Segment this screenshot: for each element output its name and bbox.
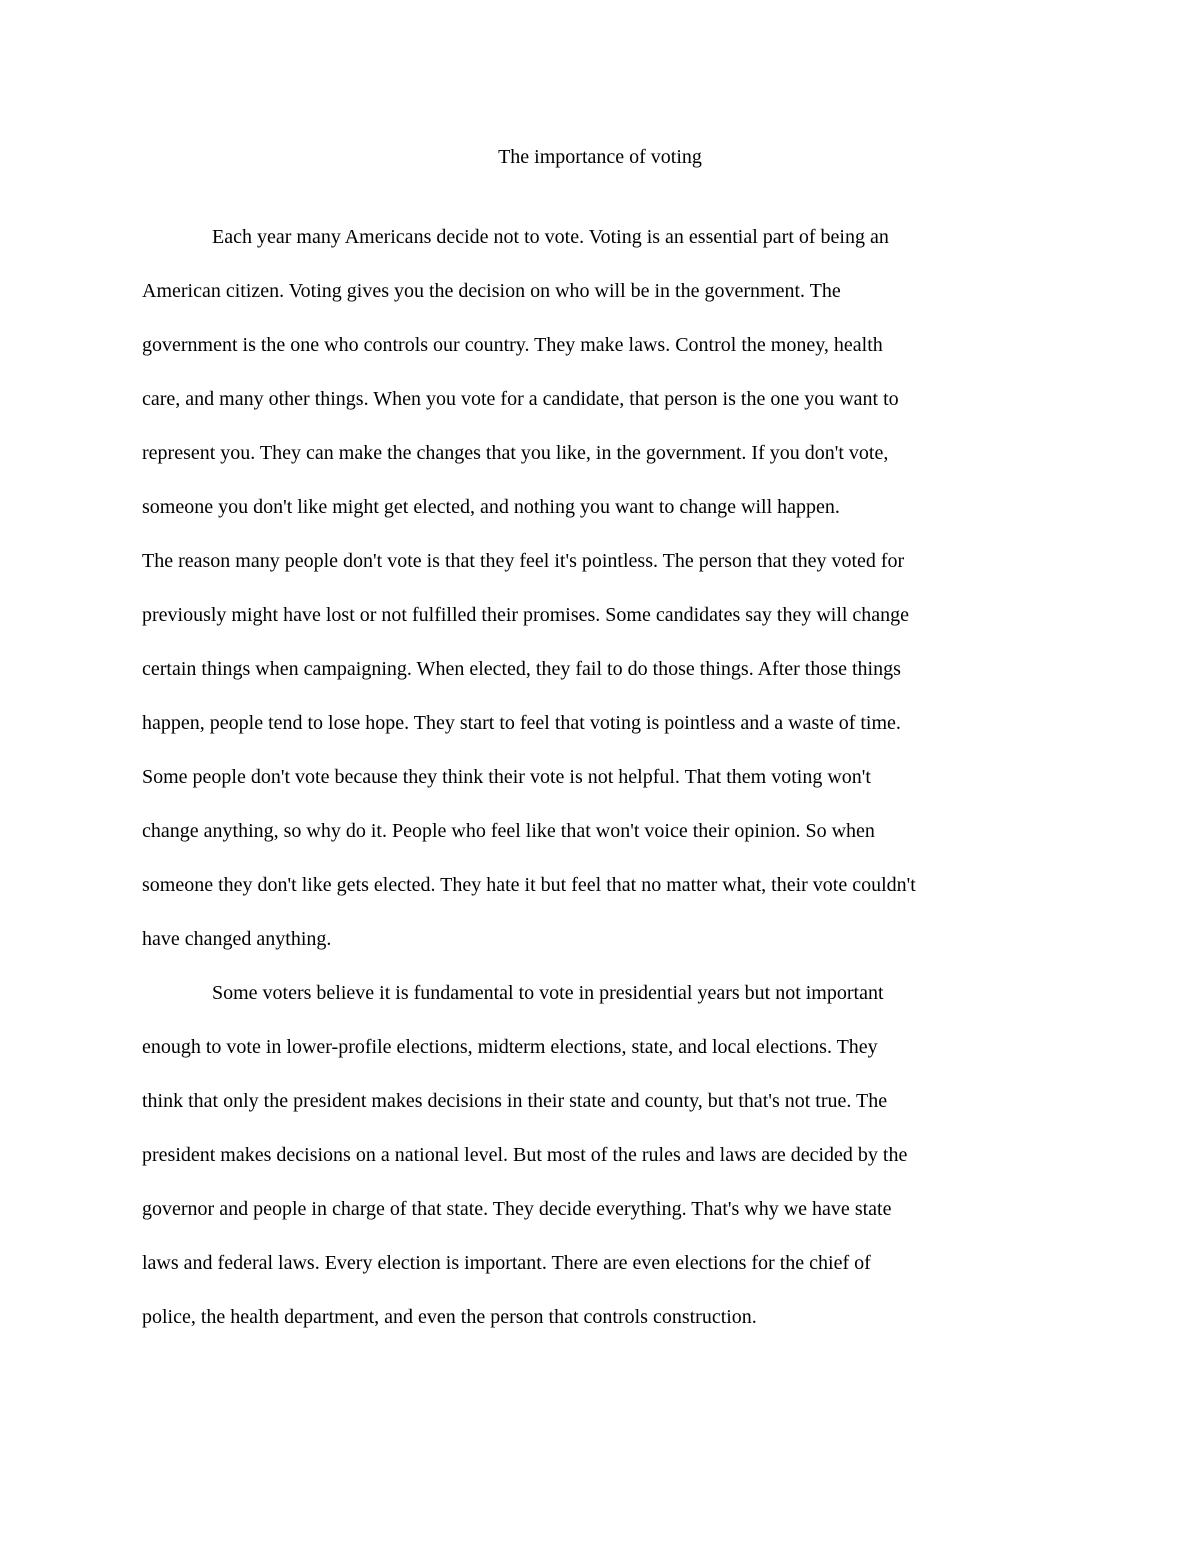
paragraph-3-line-5: governor and people in charge of that state. They decide everything. That's why we have state: [142, 1198, 892, 1220]
paragraph-3-line-4: president makes decisions on a national level. But most of the rules and laws are decided by the: [142, 1144, 908, 1166]
paragraph-3-line-6: laws and federal laws. Every election is important. There are even elections for the chief of: [142, 1252, 871, 1274]
document-title: The importance of voting: [498, 146, 702, 168]
paragraph-1-line-5: represent you. They can make the changes that you like, in the government. If you don't vote,: [142, 442, 889, 464]
paragraph-2-line-2: previously might have lost or not fulfilled their promises. Some candidates say they will change: [142, 604, 910, 626]
paragraph-1-line-2: American citizen. Voting gives you the decision on who will be in the government. The: [142, 280, 841, 302]
paragraph-2-line-7: someone they don't like gets elected. They hate it but feel that no matter what, their vote couldn't: [142, 874, 916, 896]
paragraph-3-line-7: police, the health department, and even the person that controls construction.: [142, 1306, 757, 1328]
paragraph-3-line-3: think that only the president makes decisions in their state and county, but that's not true. The: [142, 1090, 888, 1112]
paragraph-2-line-8: have changed anything.: [142, 928, 332, 950]
paragraph-2-line-4: happen, people tend to lose hope. They start to feel that voting is pointless and a waste of time.: [142, 712, 901, 734]
paragraph-1-line-3: government is the one who controls our country. They make laws. Control the money, health: [142, 334, 883, 356]
paragraph-1-line-1: Each year many Americans decide not to vote. Voting is an essential part of being an: [212, 226, 889, 248]
paragraph-3-line-1: Some voters believe it is fundamental to vote in presidential years but not important: [212, 982, 884, 1004]
paragraph-2-line-6: change anything, so why do it. People who feel like that won't voice their opinion. So when: [142, 820, 875, 842]
paragraph-2-line-5: Some people don't vote because they think their vote is not helpful. That them voting won't: [142, 766, 871, 788]
paragraph-2-line-1: The reason many people don't vote is that they feel it's pointless. The person that they voted for: [142, 550, 905, 572]
paragraph-2-line-3: certain things when campaigning. When elected, they fail to do those things. After those things: [142, 658, 901, 680]
paragraph-1-line-6: someone you don't like might get elected, and nothing you want to change will happen.: [142, 496, 840, 518]
paragraph-1-line-4: care, and many other things. When you vote for a candidate, that person is the one you want to: [142, 388, 899, 410]
paragraph-3-line-2: enough to vote in lower-profile elections, midterm elections, state, and local elections. They: [142, 1036, 878, 1058]
